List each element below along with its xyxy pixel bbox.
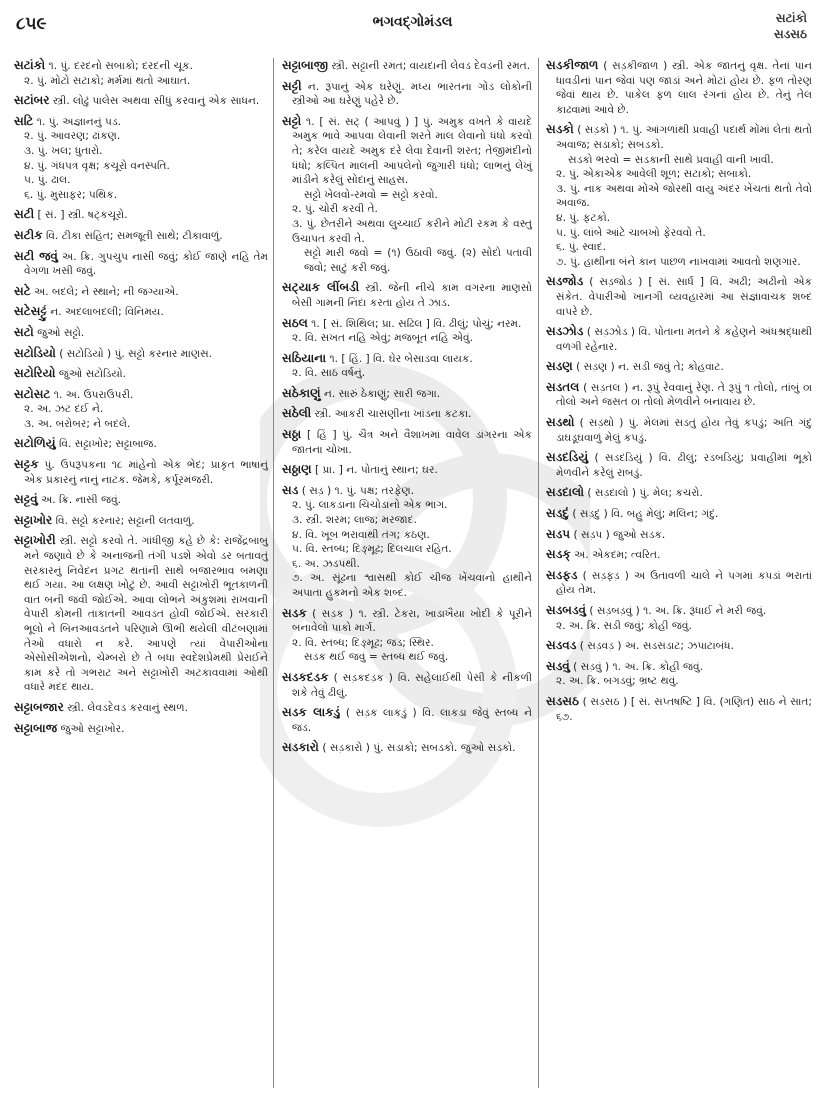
sense: ૬. પું. મુસાફર; પથિક. bbox=[24, 188, 118, 201]
dictionary-entry bbox=[14, 249, 268, 279]
headword: સડણ bbox=[546, 359, 573, 374]
entry-body bbox=[546, 506, 812, 522]
dictionary-entry bbox=[282, 606, 532, 665]
headword: સડકો bbox=[546, 122, 574, 137]
headword: સડકીજાળ bbox=[546, 58, 599, 72]
guide-word-first: સટાંકો bbox=[775, 11, 807, 25]
headword: સઠિયાના bbox=[282, 350, 327, 365]
sense: ૬. અ. ઝડપથી. bbox=[292, 557, 360, 570]
headword: સટ્ટી bbox=[282, 78, 302, 93]
headword: સડદડિયું bbox=[546, 450, 589, 465]
dictionary-entry bbox=[282, 670, 532, 700]
dictionary-entry bbox=[282, 740, 532, 756]
dictionary-entry bbox=[282, 79, 532, 109]
dictionary-entry bbox=[14, 114, 268, 203]
entry-body bbox=[14, 492, 268, 508]
entry-body bbox=[14, 207, 268, 223]
sense: ૩. પું. ખલ; ધુતારો. bbox=[24, 144, 103, 157]
headword: સઠ્ઠાણ bbox=[282, 462, 312, 477]
idiom-phrase: સડક થઈ જવું = સ્તબ્ધ થઈ જવું. bbox=[304, 651, 449, 664]
headword: સડબડવું bbox=[546, 603, 587, 617]
dictionary-entry bbox=[14, 387, 268, 432]
entry-body bbox=[14, 387, 268, 403]
dictionary-entry bbox=[546, 568, 812, 598]
definition: ૧. અ. ઉપરાઉપરી. bbox=[53, 388, 134, 401]
headword: સડપ bbox=[546, 526, 571, 541]
dictionary-entry bbox=[546, 694, 812, 724]
dictionary-entry bbox=[282, 386, 532, 402]
column-divider bbox=[273, 58, 274, 1088]
entry-body bbox=[282, 316, 532, 332]
sense: ૩. પું. નાક અથવા મોંએ જોરથી વાયુ અંદર ખેંચતાં થતો તેવો અવાજ. bbox=[556, 182, 812, 210]
entry-body bbox=[282, 406, 532, 422]
definition: ( સડ઼દું ) વિ. બહુ મેલું; મલિન; ગંદું. bbox=[572, 508, 719, 521]
entry-body bbox=[546, 568, 812, 598]
definition: ( સડ઼કારો ) પું. સડાકો; સબડકો. જુઓ સડકો. bbox=[322, 742, 516, 755]
dictionary-entry bbox=[14, 700, 268, 716]
headword: સટ્ટો bbox=[282, 113, 302, 128]
dictionary-entry bbox=[546, 324, 812, 354]
sense: ૫. વિ. સ્તબ્ધ; દિઙ્મૂઢ; દિલચાલ રહિત. bbox=[292, 543, 452, 556]
dictionary-entry bbox=[546, 58, 812, 117]
entry-body bbox=[546, 527, 812, 543]
headword: સડજોડ bbox=[546, 274, 584, 289]
definition: અ. ક્રિ. ગુપચુપ નાસી જવું; કોઈ જાણે નહિ તેમ વેગળા ખસી જવું. bbox=[24, 250, 268, 278]
entry-body bbox=[282, 670, 532, 700]
headword: સડક લાકડું bbox=[282, 705, 341, 720]
dictionary-entry bbox=[14, 325, 268, 341]
sense: ૫. પું. ઢાલ. bbox=[24, 174, 71, 187]
entry-body bbox=[282, 280, 532, 310]
dictionary-entry bbox=[282, 351, 532, 381]
dictionary-entry bbox=[14, 457, 268, 487]
column-2 bbox=[282, 58, 532, 1088]
definition: ( સડ઼ક લાકડું ) વિ. લાકડા જેવું સ્તબ્ધ ને જડ. bbox=[292, 707, 532, 734]
entry-body bbox=[282, 386, 532, 402]
sense: ૨. પું. મોટો સટાકો; મર્મમાં થતો આઘાત. bbox=[24, 74, 191, 87]
headword: સટાંકો bbox=[14, 58, 46, 72]
entry-body bbox=[14, 533, 268, 695]
sense: ૩. સ્ત્રી. શરમ; લાજ; મરજાદ. bbox=[292, 514, 417, 527]
guide-words bbox=[774, 10, 807, 42]
headword: સડઝોડ bbox=[546, 324, 584, 339]
definition: અ. બદલે; ને સ્થાને; ની જગ્યાએ. bbox=[34, 285, 179, 298]
entry-body bbox=[546, 659, 812, 675]
entry-body bbox=[282, 483, 532, 499]
headword: સટ્ટાખોર bbox=[14, 512, 53, 527]
sense: ૭. અ. સૂંઢના શ્વાસથી કોઈ ચીજ ખેંચવાનો હાથીને અપાતા હુકમનો એક શબ્દ. bbox=[292, 572, 532, 599]
dictionary-entry bbox=[282, 483, 532, 601]
entry-body bbox=[546, 547, 812, 563]
definition: સ્ત્રી. જેની નીચે કામ વગરના માણસો બેસી ગામની નિંદા કરતા હોય તે ઝાડ. bbox=[292, 282, 532, 309]
definition: સ્ત્રી. લેવડદેવડ કરવાનું સ્થળ. bbox=[67, 701, 188, 714]
definition: ( સડ઼સઠ ) [ સં. સપ્તષષ્ટિ ] વિ. (ગણિત) સાઠ ને સાત; ૬૭. bbox=[556, 695, 812, 723]
dictionary-entry bbox=[546, 450, 812, 480]
definition: [ સં. ] સ્ત્રી. ષટ્કચૂરો. bbox=[37, 209, 128, 222]
entry-body bbox=[546, 694, 812, 724]
sense: ૪. વિ. ખૂબ ભરાવાથી તંગ; કઠણ. bbox=[292, 528, 430, 541]
definition: [ હિં ] પું. ચૈત્ર અને વૈશાખમાં વાવેલ ડાંગરના એક જાતના ચોખા. bbox=[292, 429, 532, 456]
dictionary-entry bbox=[546, 527, 812, 543]
definition: સ્ત્રી. લોઢું પાલેસ અથવા સીધું કરવાનું એક સાધન. bbox=[52, 95, 260, 108]
definition: ( સડ઼વું ) ૧. અ. ક્રિ. કોહી જવું. bbox=[573, 660, 704, 673]
definition: સ્ત્રી. આકરી ચાસણીના ખાંડના કટકા. bbox=[314, 408, 472, 421]
dictionary-entry bbox=[282, 462, 532, 478]
sense: ૬. પું. સ્વાદ. bbox=[556, 241, 607, 254]
dictionary-entry bbox=[546, 485, 812, 501]
dictionary-entry bbox=[14, 207, 268, 223]
headword: સટોડિયો bbox=[14, 345, 56, 360]
headword: સટિ bbox=[14, 113, 34, 128]
dictionary-entry bbox=[14, 228, 268, 244]
definition: ( સડ઼દાલો ) પું. મેલ; કચરો. bbox=[587, 487, 703, 500]
headword: સટ્ટવું bbox=[14, 492, 38, 507]
entry-body bbox=[282, 705, 532, 735]
dictionary-entry bbox=[14, 304, 268, 320]
definition: વિ. ટીકા સહિત; સમજૂતી સાથે; ટીકાવાળું. bbox=[45, 229, 223, 242]
headword: સટો bbox=[14, 324, 34, 339]
headword: સઠેકાણું bbox=[282, 385, 321, 400]
definition: ( સડદડિયું ) વિ. ઢીલું; રડબડિયું; પ્રવાહીમાં ભૂકો મેળવીને કરેલું રાબડું. bbox=[556, 452, 812, 479]
entry-body bbox=[14, 58, 268, 74]
page-header bbox=[0, 0, 825, 52]
headword: સઠલ bbox=[282, 315, 308, 330]
sense: ૪. પું. ગંધપત્ર વૃક્ષ; કચૂરો વનસ્પતિ. bbox=[24, 159, 170, 172]
entry-body bbox=[546, 638, 812, 654]
headword: સટી જવું bbox=[14, 248, 58, 263]
entry-body bbox=[546, 415, 812, 445]
headword: સટ્યાક લીંબડી bbox=[282, 280, 360, 295]
definition: ન. રૂપાનું એક ઘરેણું. મધ્ય ભારતના ગોંડ લોકોની સ્ત્રીઓ આ ઘરેણું પહેરે છે. bbox=[292, 80, 532, 108]
definition: ૧. [ હિં. ] વિ. ઘેર બેસાડવા લાયક. bbox=[329, 352, 473, 365]
entry-body bbox=[14, 513, 268, 529]
entry-body bbox=[546, 380, 812, 410]
definition: ૧. [ સં. સટ્ ( આપવું ) ] પું. અમુક વખતે કે વાયદે અમુક ભાવે આપવા લેવાની શરતે માલ લેવાનો ધંધો કરવો તે; કરેલ વાયદે અમુક દરે લેવા દેવાની શરત; તેજીમંદીનો ધંધો; કલ્પિત માલની આપલેનો જુગારી ધંધો; લાભનું લેખું માંડીને કરેલું સોદાનું સાહસ. bbox=[292, 115, 532, 187]
headword: સડક્ bbox=[546, 547, 571, 562]
dictionary-entry bbox=[14, 436, 268, 452]
definition: ( સડ઼ફડ઼ ) અ ઉતાવળી ચાલે ને પગમાં કપડાં ભરાતાં હોય તેમ. bbox=[556, 569, 812, 597]
definition: ( સડ઼વડ઼ ) અ. સડસડાટ; ઝપાટાબંધ. bbox=[579, 640, 734, 653]
dictionary-entry bbox=[282, 58, 532, 74]
sense: ૨. પું. ચોરી કરવી તે. bbox=[292, 203, 378, 216]
definition: ૧. પું. અજ્ઞાનનું પડ. bbox=[36, 115, 122, 128]
dictionary-entry bbox=[14, 513, 268, 529]
headword: સડથો bbox=[546, 415, 575, 430]
dictionary-entry bbox=[282, 427, 532, 457]
page-number: ૮૫૯ bbox=[16, 14, 47, 34]
entry-body bbox=[14, 457, 268, 487]
definition: ( સટોડિયો ) પું. સટ્ટો કરનાર માણસ. bbox=[59, 347, 213, 360]
entry-body bbox=[14, 700, 268, 716]
sense: ૫. પું. લાંબે આંટે ચાબખો ફેરવવો તે. bbox=[556, 226, 706, 239]
dictionary-entry bbox=[14, 93, 268, 109]
headword: સટેસટ્ટું bbox=[14, 304, 47, 319]
definition: ( સડ઼કીજાળ ) સ્ત્રી. એક જાતનું વૃક્ષ. તેનાં પાન ધાવડીનાં પાન જેવાં પણ જાડાં અને મોટાં હોય છે. ફળ તોરણ જેવાં થાય છે. પાકેલ ફળ લાલ રંગનાં હોય છે. તેનું તેલ કાઢવામાં આવે છે. bbox=[556, 60, 812, 116]
dictionary-entry bbox=[546, 274, 812, 319]
headword: સટ્ટાબાજી bbox=[282, 58, 328, 72]
dictionary-entry bbox=[546, 659, 812, 689]
entry-body bbox=[546, 122, 812, 152]
dictionary-entry bbox=[14, 721, 268, 737]
entry-body bbox=[546, 58, 812, 117]
headword: સટોસટ bbox=[14, 386, 51, 401]
entry-body bbox=[14, 304, 268, 320]
headword: સડસઠ bbox=[546, 693, 580, 708]
dictionary-entry bbox=[546, 638, 812, 654]
definition: અ. એકદમ; ત્વરિત. bbox=[574, 549, 661, 562]
definition: પું. ઉપરૂપકના ૧૮ માંહેનો એક ભેદ; પ્રાકૃત ભાષાનું એક પ્રકારનું નાનું નાટક. જેમકે, કર્પૂરમંજરી. bbox=[24, 459, 268, 486]
dictionary-entry bbox=[282, 316, 532, 346]
entry-body bbox=[546, 485, 812, 501]
sense: ૭. પું. હાથીના બંને કાન પાછળ નાખવામાં આવતો શણગાર. bbox=[556, 255, 801, 268]
sense: ૨. અ. ઝટ દઈ ને. bbox=[24, 403, 104, 416]
headword: સઠ્ઠા bbox=[282, 427, 302, 442]
dictionary-entry bbox=[282, 280, 532, 310]
definition: ( સડ઼કદડ઼ક ) વિ. સહેલાઈથી પેસી કે નીકળી શકે તેવું ઢીલું. bbox=[292, 671, 532, 699]
sense: ૩. પું. છેતરીને અથવા લુચ્ચાઈ કરીને મોટી રકમ કે વસ્તુ ઉચાપત કરવી તે. bbox=[292, 217, 532, 245]
definition: ( સડ઼ણ ) ન. સડી જવું તે; કોહવાટ. bbox=[576, 361, 724, 374]
idiom-phrase: સટ્ટો મારી જવો = (૧) ઉઠાવી જવું. (૨) સોદો પતાવી જવો; સાટું કરી જવું. bbox=[304, 247, 532, 274]
sense: ૨. પું. એકાએક આવેલી શૂળ; સટાકો; સબાકો. bbox=[556, 168, 752, 181]
definition: ( સડ઼કો ) ૧. પું. આંગળાંથી પ્રવાહી પદાર્થ મોંમાં લેતાં થતો અવાજ; સડાકો; સબડકો. bbox=[556, 124, 812, 151]
headword: સટાંબર bbox=[14, 93, 50, 108]
definition: ( સડ઼જોડ ) [ સં. સાર્ધ ] વિ. અઢી; અઢીનો એક સંકેત. વેપારીઓ ખાનગી વ્યવહારમાં આ સંજ્ઞાવાચક શબ્દ વાપરે છે. bbox=[556, 276, 812, 318]
entry-body bbox=[282, 351, 532, 367]
page-title: ભગવદ્ગોમંડલ bbox=[372, 14, 453, 30]
headword: સટીક bbox=[14, 227, 43, 242]
headword: સડક bbox=[282, 605, 307, 620]
sense: ૨. વિ. સખત નહિ એવું; મજબૂત નહિ એવું. bbox=[292, 332, 473, 345]
headword: સટોરિયો bbox=[14, 366, 56, 381]
sense: ૪. પું. ફટકો. bbox=[556, 211, 611, 224]
definition: વિ. સટ્ટાખોર; સટ્ટાબાજ. bbox=[58, 438, 157, 451]
column-divider bbox=[538, 58, 539, 1088]
entry-body bbox=[282, 462, 532, 478]
entry-body bbox=[282, 79, 532, 109]
entry-body bbox=[282, 58, 532, 74]
dictionary-entry bbox=[546, 415, 812, 445]
entry-body bbox=[14, 114, 268, 130]
entry-body bbox=[546, 274, 812, 319]
entry-body bbox=[14, 325, 268, 341]
headword: સટ્ટાબજાર bbox=[14, 699, 64, 714]
entry-body bbox=[282, 427, 532, 457]
definition: ન. અદલાબદલી; વિનિમય. bbox=[50, 306, 164, 319]
entry-body bbox=[546, 603, 812, 619]
entry-body bbox=[546, 450, 812, 480]
dictionary-entry bbox=[14, 533, 268, 695]
headword: સડદું bbox=[546, 506, 570, 521]
definition: વિ. સટ્ટો કરનાર; સટ્ટાની લતવાળું. bbox=[55, 514, 195, 527]
sense: ૨. પું. લાકડાના ચિચોડાનો એક ભાગ. bbox=[292, 499, 448, 512]
definition: ૧. પું. દરદનો સબાકો; દરદની ચૂક. bbox=[48, 60, 193, 72]
entry-body bbox=[282, 114, 532, 188]
definition: ( સડ઼ઝોડ ) વિ. પોતાના મતને કે કહેણને અંધશ્રદ્ધાથી વળગી રહેનાર. bbox=[556, 326, 812, 353]
headword: સડવું bbox=[546, 658, 570, 673]
dictionary-entry bbox=[546, 506, 812, 522]
definition: ( સડ઼ક ) ૧. સ્ત્રી. ટેકરા, ખાડાખૈયા ખોદી કે પૂરીને બનાવેલો પાકો માર્ગ. bbox=[292, 607, 532, 635]
sense: ૨. વિ. સ્તબ્ધ; દિઙ્મૂઢ; જડ; સ્થિર. bbox=[292, 636, 434, 649]
definition: ( સડ઼થો ) પું. મેલમાં સડતું હોય તેવું કપડું; અતિ ગંદું ડાઘડૂઘવાળું મેલું કપડું. bbox=[556, 417, 812, 444]
definition: જુઓ સટ્ટો. bbox=[37, 326, 85, 339]
dictionary-entry bbox=[546, 122, 812, 269]
definition: [ પ્રા. ] ન. પોતાનું સ્થાન; ઘર. bbox=[315, 464, 438, 477]
entry-body bbox=[282, 606, 532, 636]
dictionary-entry bbox=[14, 58, 268, 88]
sense: ૨. અ. ક્રિ. સડી જવું; કોહી જવું. bbox=[556, 619, 692, 632]
headword: સડદાલો bbox=[546, 485, 585, 500]
headword: સડવડ bbox=[546, 638, 577, 653]
entry-body bbox=[14, 93, 268, 109]
entry-body bbox=[14, 284, 268, 300]
headword: સટોળિયું bbox=[14, 436, 56, 451]
sense: ૨. અ. ક્રિ. બગડવું; ભ્રષ્ટ થવું. bbox=[556, 675, 679, 688]
headword: સડ bbox=[282, 482, 299, 497]
dictionary-entry bbox=[282, 406, 532, 422]
headword: સટ્ટાખોરી bbox=[14, 533, 56, 548]
dictionary-entry bbox=[546, 380, 812, 410]
entry-body bbox=[282, 740, 532, 756]
definition: ( સડ઼પ ) જુઓ સડક. bbox=[573, 528, 666, 541]
entry-body bbox=[546, 359, 812, 375]
entry-body bbox=[14, 366, 268, 382]
guide-word-last: સડસઠ bbox=[773, 27, 807, 41]
headword: સડકદડક bbox=[282, 669, 329, 684]
definition: ( સડ઼ ) ૧. પું. પક્ષ; તરફેણ. bbox=[301, 484, 415, 497]
column-3 bbox=[546, 58, 812, 1088]
headword: સટ્ટક bbox=[14, 457, 39, 472]
idiom-phrase: સટ્ટો ખેલવો-રમવો = સટ્ટો કરવો. bbox=[304, 188, 438, 201]
dictionary-entry bbox=[14, 366, 268, 382]
headword: સટી bbox=[14, 207, 35, 222]
dictionary-entry bbox=[546, 547, 812, 563]
sense: ૨. પું. આવરણ; ઢાંકણ. bbox=[24, 130, 121, 143]
entry-body bbox=[14, 346, 268, 362]
headword: સડફડ bbox=[546, 567, 578, 582]
definition: ૧. [ સં. શિથિલ; પ્રા. સઢિલ ] વિ. ઢીલું; પોચું; નરમ. bbox=[311, 317, 522, 330]
dictionary-entry bbox=[14, 492, 268, 508]
idiom-phrase: સડકો ભરવો = સડકાની સાથે પ્રવાહી વાની ખાવી. bbox=[568, 153, 774, 166]
definition: સ્ત્રી. સટ્ટો કરવો તે. ગાંધીજી કહે છે કે: રાજેંદ્રબાબુ મને જણાવે છે કે અનાજની તંગી પડશે એવો ડર બતાવતું સરકારનું નિવેદન પ્રગટ થતાંની સાથે બજારભાવ બમણા થઈ ગયા. આ લક્ષણ ખોટું છે. આવી સટ્ટાખોરી ભૂતકાળની વાત બની જવી જોઈએ. આવા લોભને અંકુશમાં રાખવાની વેપારી કોમની તાકાતની આવડત હોવી જોઈએ. સરકારી ભૂલો ને બિનઆવડતને પરિણામે ઊભી થયેલી વીટંબણામાં તેઓ વધારો ન કરે. આપણે ત્યાં વેપારીઓના એસોસીએશનો, ચેમ્બરો છે તે બધા સ્વદેશપ્રેમથી પ્રેરાઈને કામ કરે તો ગભરાટ અને સટ્ટાખોરી અટકાવવામાં ઓથી વધારે મદદ થાય. bbox=[24, 535, 268, 694]
definition: જુઓ સટ્ટાખોર. bbox=[60, 722, 125, 735]
entry-body bbox=[14, 228, 268, 244]
headword: સડકારો bbox=[282, 740, 319, 755]
entry-body bbox=[14, 721, 268, 737]
sense: ૨. વિ. સાઠ વર્ષનું. bbox=[292, 367, 366, 380]
headword: સટ્ટાબાજ bbox=[14, 720, 58, 735]
headword: સટે bbox=[14, 283, 31, 298]
dictionary-entry bbox=[546, 603, 812, 633]
sense: ૩. અ. બરોબર; ને બદલે. bbox=[24, 417, 131, 430]
definition: ન. સારું ઠેકાણું; સારી જગા. bbox=[323, 387, 441, 400]
definition: ( સડ઼બડ઼વું ) ૧. અ. ક્રિ. રૂંધાઈ ને મરી જવું. bbox=[589, 605, 767, 617]
definition: જુઓ સટોડિયો. bbox=[58, 368, 126, 381]
column-1 bbox=[14, 58, 268, 1088]
dictionary-entry bbox=[14, 346, 268, 362]
dictionary-entry bbox=[546, 359, 812, 375]
entry-body bbox=[14, 249, 268, 279]
dictionary-entry bbox=[14, 284, 268, 300]
definition: સ્ત્રી. સટ્ટાની રમત; વાયદાની લેવડ દેવડની રમત. bbox=[331, 60, 531, 72]
dictionary-entry bbox=[282, 705, 532, 735]
entry-body bbox=[546, 324, 812, 354]
entry-body bbox=[14, 436, 268, 452]
definition: અ. ક્રિ. નાસી જવું. bbox=[41, 494, 122, 507]
dictionary-entry bbox=[282, 114, 532, 276]
headword: સઠેલી bbox=[282, 406, 312, 421]
definition: ( સડ઼તલ ) ન. રૂપું રેવવાનું રેણ. તે રૂપું ૧ તોલો, તાંબું ૦ા તોલો અને જસત ૦ા તોલો મેળવીને બનાવાય છે. bbox=[556, 381, 812, 409]
headword: સડતલ bbox=[546, 379, 580, 394]
